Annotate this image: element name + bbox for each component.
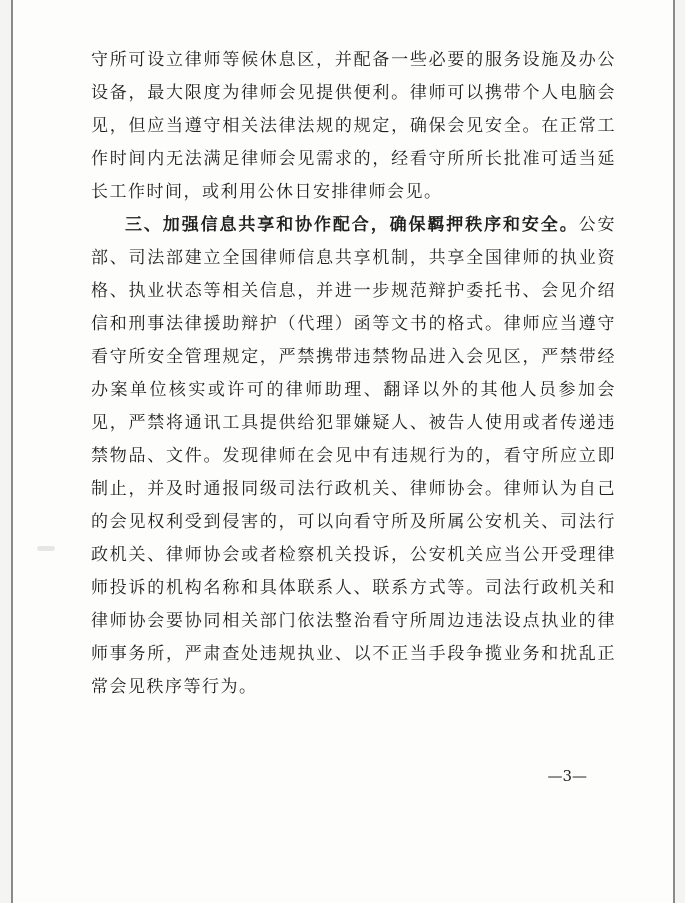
paragraph-two-body: 公安部、司法部建立全国律师信息共享机制，共享全国律师的执业资格、执业状态等相关信息，并进一步规范辩护委托书、会见介绍信和刑事法律援助辩护（代理）函等文书的格式。律师应当遵守看守所安全管理规定，严禁携带违禁物品进入会见区，严禁带经办案单位核实或许可的律师助理、翻译以外的其他人员参加会见，严禁将通讯工具提供给犯罪嫌疑人、被告人使用或者传递违禁物品、文件。发现律师在会见中有违规行为的，看守所应立即制止，并及时通报同级司法行政机关、律师协会。律师认为自己的会见权利受到侵害的，可以向看守所及所属公安机关、司法行政机关、律师协会或者检察机关投诉，公安机关应当公开受理律师投诉的机构名称和具体联系人、联系方式等。司法行政机关和律师协会要协同相关部门依法整治看守所周边违法设点执业的律师事务所，严肃查处违规执业、以不正当手段争揽业务和扰乱正常会见秩序等行为。	[91, 215, 617, 697]
paragraph-one: 守所可设立律师等候休息区，并配备一些必要的服务设施及办公设备，最大限度为律师会见提供便利。律师可以携带个人电脑会见，但应当遵守相关法律法规的规定，确保会见安全。在正常工作时间内无法满足律师会见需求的，经看守所所长批准可适当延长工作时间，或利用公休日安排律师会见。	[91, 50, 616, 202]
paragraph-two	[91, 209, 616, 704]
document-page	[11, 0, 675, 903]
document-body	[91, 44, 616, 704]
scan-mark	[37, 546, 55, 551]
page-number: —3—	[547, 767, 587, 785]
section-heading: 三、加强信息共享和协作配合，确保羁押秩序和安全。	[125, 215, 579, 235]
